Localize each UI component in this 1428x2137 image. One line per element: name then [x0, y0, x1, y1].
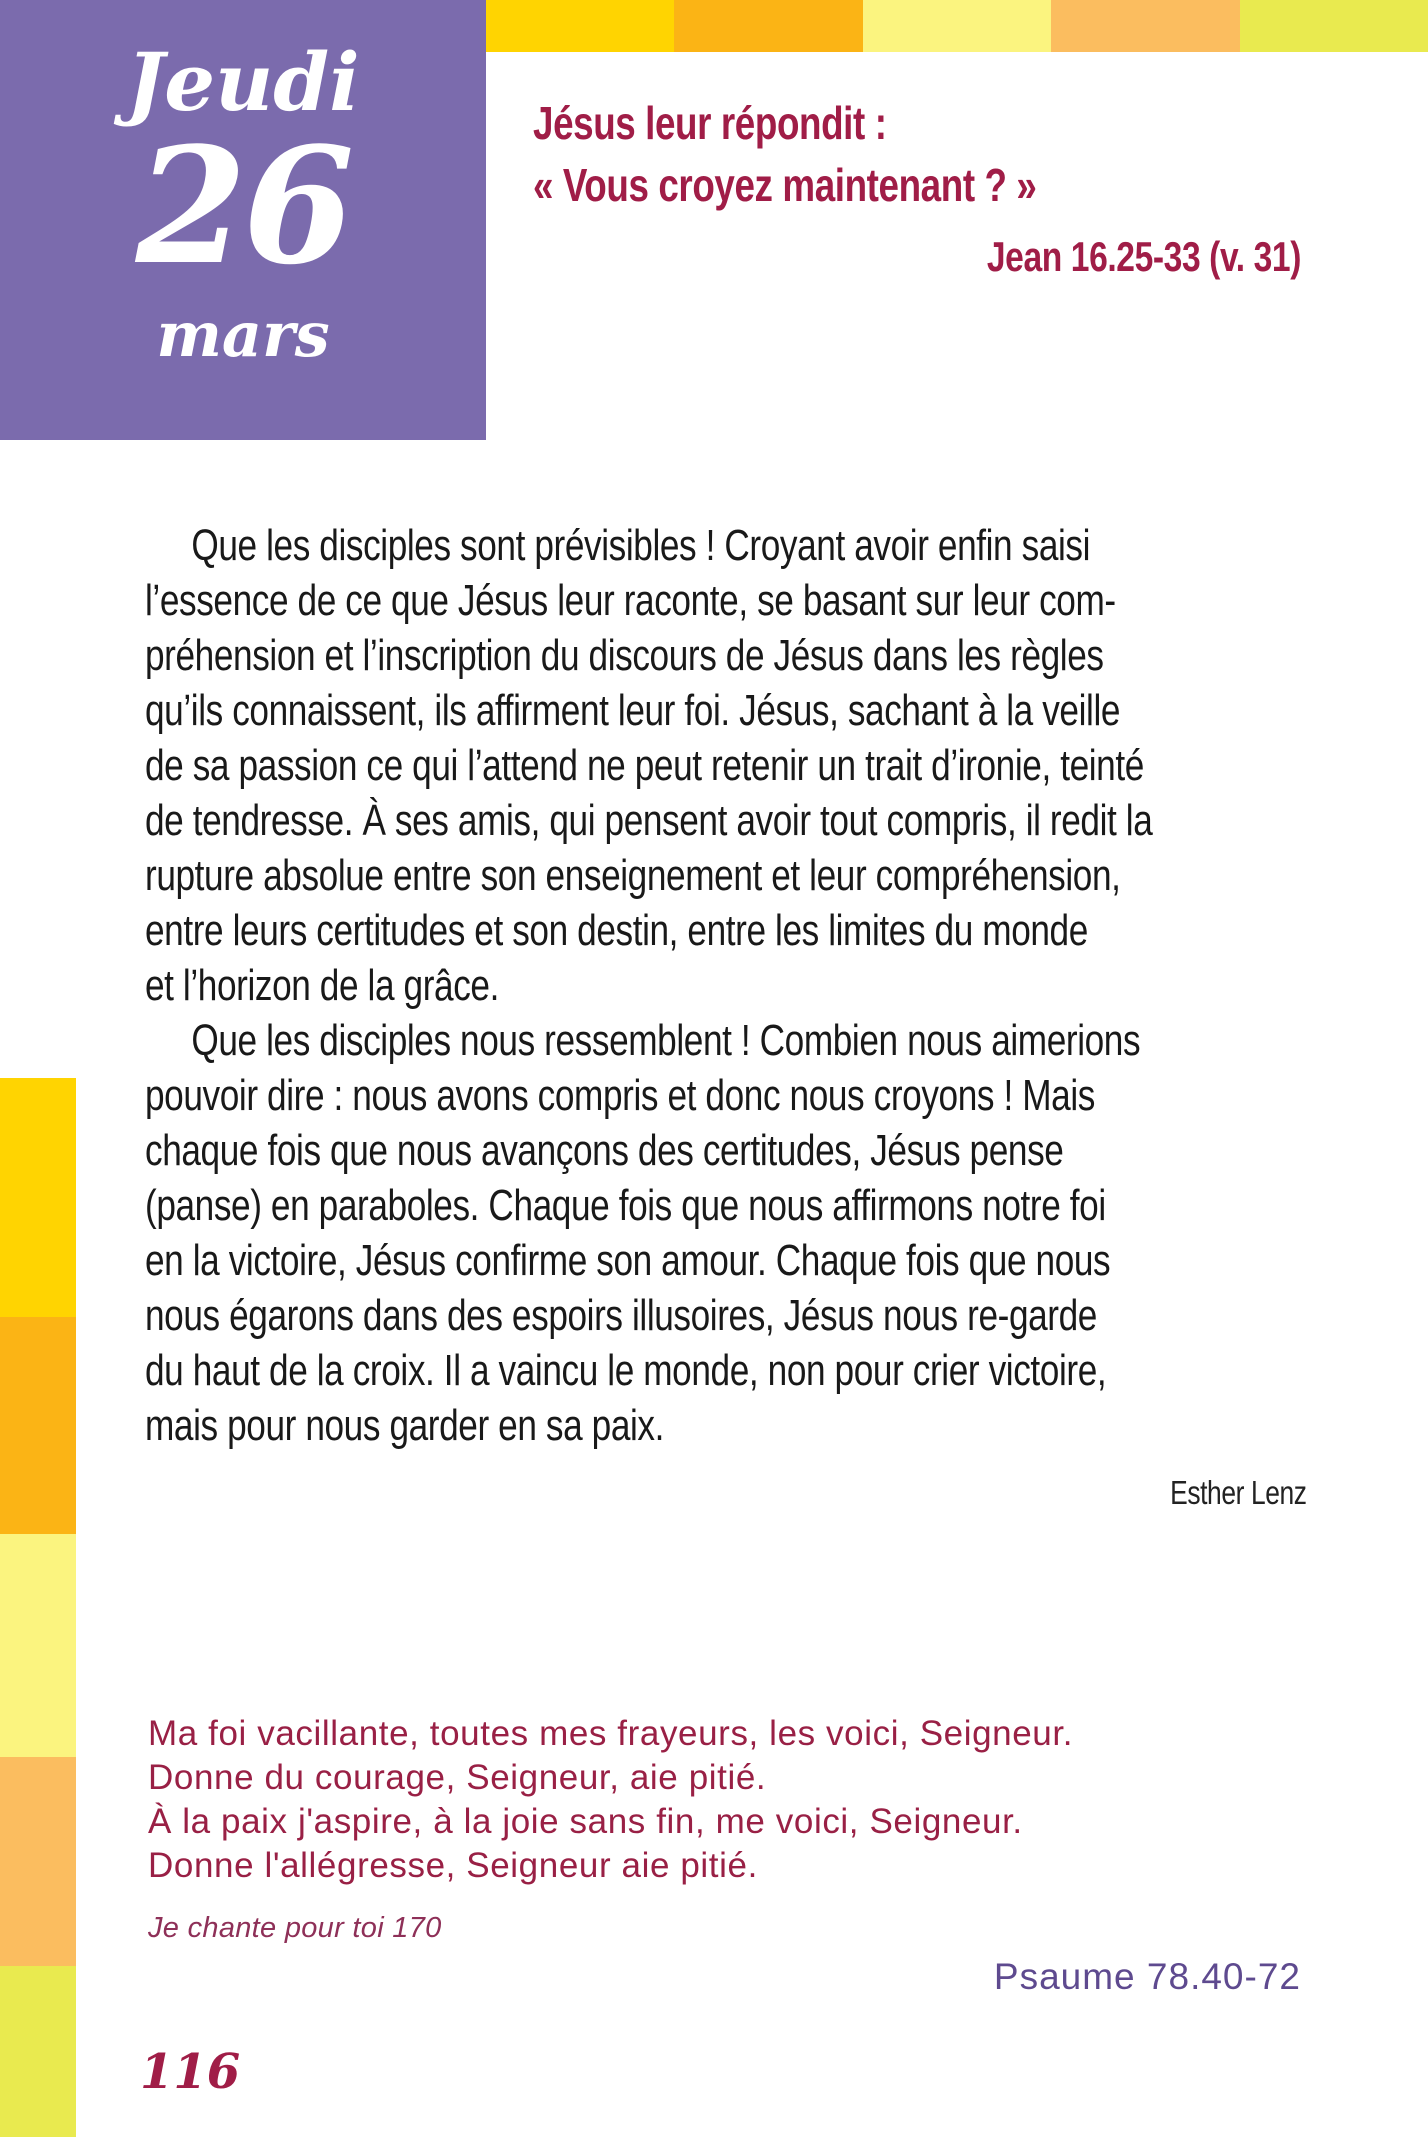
top-strip-segment-3	[863, 0, 1051, 52]
meditation-line: mais pour nous garder en sa paix.	[145, 1401, 665, 1450]
meditation-line: et l’horizon de la grâce.	[145, 961, 499, 1010]
meditation-author: Esther Lenz	[1170, 1474, 1307, 1511]
left-strip-segment-3	[0, 1534, 76, 1757]
meditation-line: Que les disciples nous ressemblent ! Combien nous aimerions	[191, 1016, 1141, 1065]
meditation-line: rupture absolue entre son enseignement et leur compréhension,	[145, 851, 1121, 900]
page-number: 116	[140, 2044, 241, 2100]
top-color-strip	[486, 0, 1428, 52]
date-day-number: 26	[135, 112, 351, 300]
date-box	[0, 0, 486, 440]
meditation-line: de sa passion ce qui l’attend ne peut retenir un trait d’ironie, teinté	[145, 741, 1144, 790]
meditation-line: (panse) en paraboles. Chaque fois que nous affirmons notre foi	[145, 1181, 1106, 1230]
date-weekday: Jeudi	[126, 35, 360, 129]
top-strip-segment-5	[1240, 0, 1428, 52]
top-strip-segment-1	[486, 0, 674, 52]
meditation-line: chaque fois que nous avançons des certitudes, Jésus pense	[145, 1126, 1064, 1175]
meditation-line: entre leurs certitudes et son destin, entre les limites du monde	[145, 906, 1088, 955]
meditation-line: préhension et l’inscription du discours de Jésus dans les règles	[145, 631, 1104, 680]
verse-quote-line-1: Jésus leur répondit :	[533, 97, 887, 149]
prayer-line: Ma foi vacillante, toutes mes frayeurs, les voici, Seigneur.	[148, 1714, 1074, 1753]
date-month: mars	[156, 298, 330, 371]
top-strip-segment-2	[674, 0, 862, 52]
meditation-line: pouvoir dire : nous avons compris et donc nous croyons ! Mais	[145, 1071, 1095, 1120]
scripture-reference: Jean 16.25-33 (v. 31)	[986, 233, 1301, 280]
prayer-line: À la paix j'aspire, à la joie sans fin, me voici, Seigneur.	[148, 1802, 1023, 1841]
left-strip-segment-4	[0, 1757, 76, 1966]
meditation-line: de tendresse. À ses amis, qui pensent avoir tout compris, il redit la	[145, 796, 1153, 845]
verse-headline	[533, 92, 1301, 282]
meditation-line: nous égarons dans des espoirs illusoires, Jésus nous re-garde	[145, 1291, 1097, 1340]
prayer-line: Donne du courage, Seigneur, aie pitié.	[148, 1758, 767, 1797]
psalm-reference: Psaume 78.40-72	[993, 1956, 1301, 1997]
left-strip-segment-2	[0, 1317, 76, 1534]
left-strip-segment-5	[0, 1966, 76, 2137]
meditation-line: qu’ils connaissent, ils affirment leur foi. Jésus, sachant à la veille	[145, 686, 1121, 735]
meditation-line: en la victoire, Jésus confirme son amour. Chaque fois que nous	[145, 1236, 1111, 1285]
prayer-text	[148, 1712, 1248, 1950]
left-color-strip	[0, 1078, 76, 2137]
meditation-line: Que les disciples sont prévisibles ! Croyant avoir enfin saisi	[191, 521, 1091, 570]
meditation-line: l’essence de ce que Jésus leur raconte, se basant sur leur com-	[145, 576, 1116, 625]
meditation-line: du haut de la croix. Il a vaincu le monde, non pour crier victoire,	[145, 1346, 1107, 1395]
verse-quote-line-2: « Vous croyez maintenant ? »	[533, 159, 1037, 211]
songbook-reference: Je chante pour toi 170	[148, 1912, 442, 1944]
meditation-text	[145, 518, 1307, 1520]
left-strip-segment-1	[0, 1078, 76, 1317]
top-strip-segment-4	[1051, 0, 1239, 52]
prayer-line: Donne l'allégresse, Seigneur aie pitié.	[148, 1846, 758, 1885]
